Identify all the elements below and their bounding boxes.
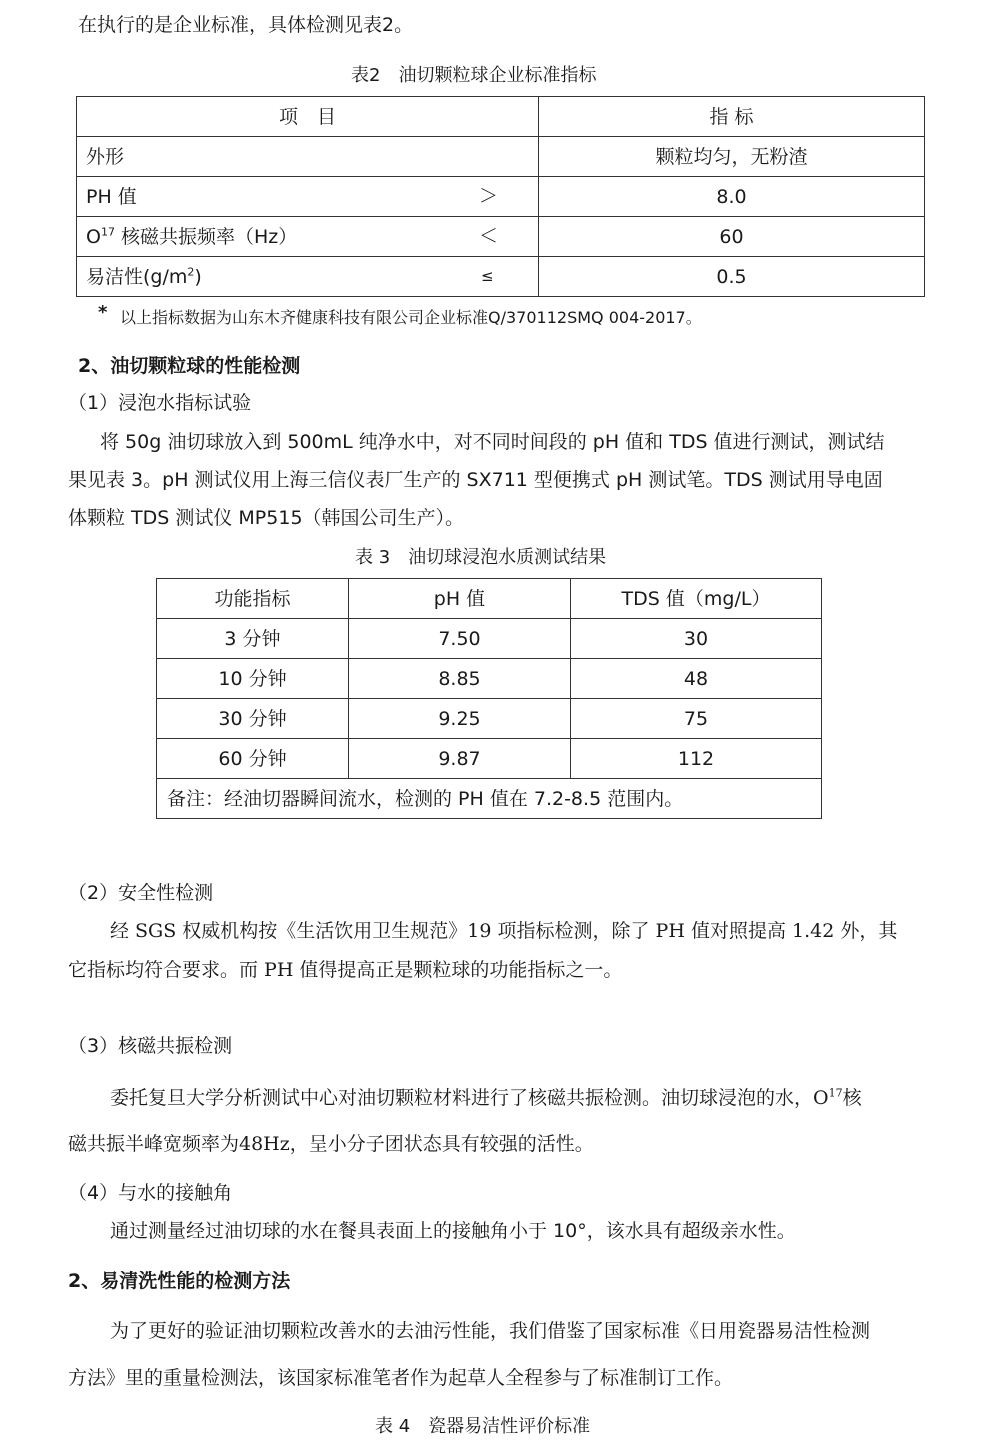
table2-cell-value: 颗粒均匀，无粉渣 — [539, 137, 925, 177]
section3-heading: 2、易清洗性能的检测方法 — [68, 1270, 291, 1292]
table2-header-item: 项 目 — [77, 97, 539, 137]
table3-cell: 7.50 — [349, 619, 571, 659]
final-para-line: 为了更好的验证油切颗粒改善水的去油污性能，我们借鉴了国家标准《日用瓷器易洁性检测 — [110, 1320, 871, 1342]
table2-item-text: PH 值 — [86, 185, 137, 208]
intro-line: 在执行的是企业标准，具体检测见表2。 — [78, 14, 414, 36]
table3-cell: 10 分钟 — [157, 659, 349, 699]
table2-cell-value: 8.0 — [539, 177, 925, 217]
table3-cell: 30 — [571, 619, 822, 659]
table-row — [157, 659, 822, 699]
final-para-line: 方法》里的重量检测法，该国家标准笔者作为起草人全程参与了标准制订工作。 — [68, 1367, 734, 1389]
table3-cell: 9.25 — [349, 699, 571, 739]
table3-cell: 8.85 — [349, 659, 571, 699]
sub3-heading: （3）核磁共振检测 — [68, 1035, 233, 1057]
table3-header-cell: pH 值 — [349, 579, 571, 619]
table2-item-post: ) — [194, 265, 202, 288]
table-row — [77, 177, 925, 217]
sub1-heading: （1）浸泡水指标试验 — [68, 392, 252, 414]
table3-cell: 9.87 — [349, 739, 571, 779]
sub1-para-line: 果见表 3。pH 测试仪用上海三信仪表厂生产的 SX711 型便携式 pH 测试笔。TDS 测试用导电固 — [68, 469, 883, 491]
table2-cell-item — [77, 257, 539, 297]
table2-caption: 表2 油切颗粒球企业标准指标 — [351, 65, 597, 86]
table2-op: ＞ — [479, 185, 499, 207]
table3-cell: 48 — [571, 659, 822, 699]
sub3-line1-post: 核 — [842, 1087, 862, 1109]
table4-caption: 表 4 瓷器易洁性评价标准 — [375, 1416, 591, 1437]
sub3-para-line: 磁共振半峰宽频率为48Hz，呈小分子团状态具有较强的活性。 — [68, 1133, 594, 1155]
table-row — [157, 699, 822, 739]
table3-cell: 30 分钟 — [157, 699, 349, 739]
table2-cell-value: 60 — [539, 217, 925, 257]
sub2-para-line: 它指标均符合要求。而 PH 值得提高正是颗粒球的功能指标之一。 — [68, 959, 623, 981]
sub2-heading: （2）安全性检测 — [68, 882, 214, 904]
table2-op: ≤ — [481, 267, 494, 285]
sub4-heading: （4）与水的接触角 — [68, 1182, 233, 1204]
table3-cell: 75 — [571, 699, 822, 739]
sub1-para-line: 将 50g 油切球放入到 500mL 纯净水中，对不同时间段的 pH 值和 TDS 值进行测试，测试结 — [100, 431, 885, 453]
table3 — [156, 578, 822, 819]
table2-header-row — [77, 97, 925, 137]
table2-cell-item — [77, 217, 539, 257]
sub3-para-line — [110, 1083, 862, 1110]
table3-header-cell: TDS 值（mg/L） — [571, 579, 822, 619]
table2-note: 以上指标数据为山东木齐健康科技有限公司企业标准Q/370112SMQ 004-2017。 — [120, 308, 702, 327]
table2-cell-item — [77, 177, 539, 217]
table-row — [77, 257, 925, 297]
table2-item-pre: 易洁性(g/m — [86, 265, 188, 288]
table3-note: 备注：经油切器瞬间流水，检测的 PH 值在 7.2-8.5 范围内。 — [157, 779, 822, 819]
table2-item-sup: 2 — [187, 265, 195, 279]
table3-cell: 112 — [571, 739, 822, 779]
sub1-para-line: 体颗粒 TDS 测试仪 MP515（韩国公司生产）。 — [68, 507, 465, 529]
sub4-para: 通过测量经过油切球的水在餐具表面上的接触角小于 10°，该水具有超级亲水性。 — [110, 1220, 796, 1242]
table2-cell-item: 外形 — [77, 137, 539, 177]
table2-note-mark: * — [98, 302, 108, 323]
table-row — [77, 217, 925, 257]
table2-item-pre: O — [86, 225, 101, 248]
table2-op: ＜ — [479, 225, 499, 247]
table3-header-cell: 功能指标 — [157, 579, 349, 619]
table2-cell-value: 0.5 — [539, 257, 925, 297]
table-row — [157, 619, 822, 659]
table2-item-post: 核磁共振频率（Hz） — [114, 225, 298, 248]
table-row — [157, 739, 822, 779]
section2-heading: 2、油切颗粒球的性能检测 — [78, 355, 301, 377]
sub2-para-line: 经 SGS 权威机构按《生活饮用卫生规范》19 项指标检测，除了 PH 值对照提高 1.42 外，其 — [110, 920, 898, 942]
table2-header-value: 指 标 — [539, 97, 925, 137]
table2-item-sup: 17 — [100, 225, 115, 239]
table3-cell: 60 分钟 — [157, 739, 349, 779]
sub3-line1-sup: 17 — [828, 1086, 843, 1100]
table3-cell: 3 分钟 — [157, 619, 349, 659]
sub3-line1-pre: 委托复旦大学分析测试中心对油切颗粒材料进行了核磁共振检测。油切球浸泡的水，O — [110, 1087, 829, 1109]
table2 — [76, 96, 925, 297]
table3-caption: 表 3 油切球浸泡水质测试结果 — [355, 547, 607, 568]
table3-note-row — [157, 779, 822, 819]
table3-header-row — [157, 579, 822, 619]
table-row — [77, 137, 925, 177]
